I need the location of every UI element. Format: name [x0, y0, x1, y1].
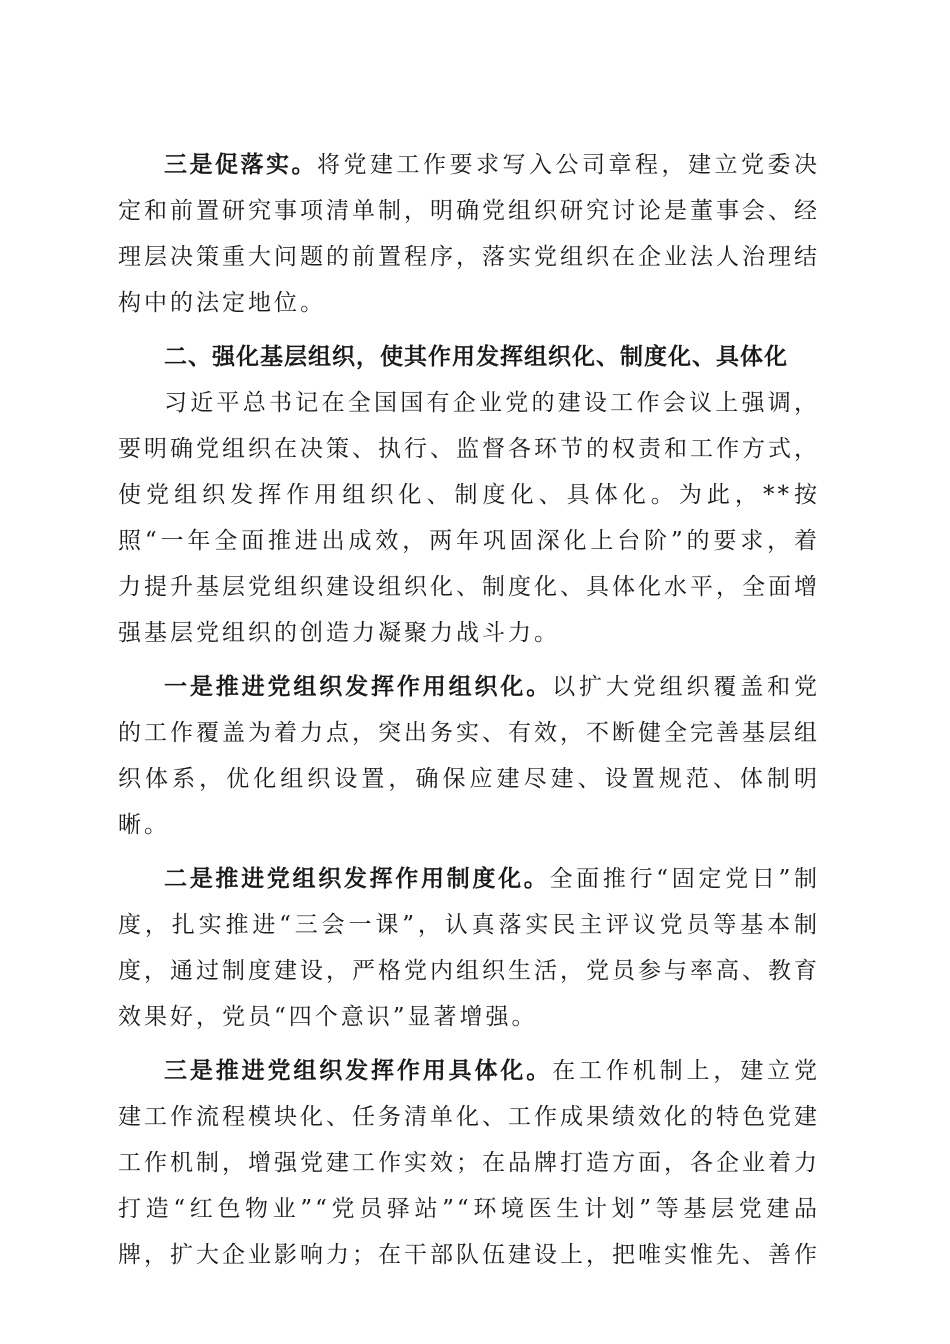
paragraph-promote-implementation	[118, 142, 820, 326]
document-body	[118, 142, 820, 1278]
paragraph-lead: 二是推进党组织发挥作用制度化。	[164, 866, 550, 892]
paragraph-lead: 三是促落实。	[164, 152, 317, 178]
paragraph-text: 以扩大党组织覆盖和党的工作覆盖为着力点，突出务实、有效，不断健全完善基层组织体系，优化组织设置，确保应建尽建、设置规范、体制明晰。	[118, 674, 820, 838]
paragraph-text: 在工作机制上，建立党建工作流程模块化、任务清单化、工作成果绩效化的特色党建工作机制，增强党建工作实效；在品牌打造方面，各企业着力打造“红色物业”“党员驿站”“环境医生计划”等基层党建品牌，扩大企业影响力；在干部队伍建设上，把唯实惟先、善作	[118, 1058, 820, 1268]
paragraph-text: 习近平总书记在全国国有企业党的建设工作会议上强调，要明确党组织在决策、执行、监督各环节的权责和工作方式，使党组织发挥作用组织化、制度化、具体化。为此，**按照“一年全面推进出成效，两年巩固深化上台阶”的要求，着力提升基层党组织建设组织化、制度化、具体化水平，全面增强基层党组织的创造力凝聚力战斗力。	[118, 390, 820, 646]
paragraph-concretization	[118, 1048, 820, 1278]
section-heading-2: 二、强化基层组织，使其作用发挥组织化、制度化、具体化	[164, 344, 788, 370]
paragraph-institutionalization	[118, 856, 820, 1040]
paragraph-text: 将党建工作要求写入公司章程，建立党委决定和前置研究事项清单制，明确党组织研究讨论是董事会、经理层决策重大问题的前置程序，落实党组织在企业法人治理结构中的法定地位。	[118, 152, 820, 316]
paragraph-organization	[118, 664, 820, 848]
paragraph-lead: 一是推进党组织发挥作用组织化。	[164, 674, 553, 700]
paragraph-lead: 三是推进党组织发挥作用具体化。	[164, 1058, 553, 1084]
paragraph-text: 全面推行“固定党日”制度，扎实推进“三会一课”，认真落实民主评议党员等基本制度，通过制度建设，严格党内组织生活，党员参与率高、教育效果好，党员“四个意识”显著增强。	[118, 866, 820, 1030]
paragraph-xi-quote	[118, 380, 820, 656]
